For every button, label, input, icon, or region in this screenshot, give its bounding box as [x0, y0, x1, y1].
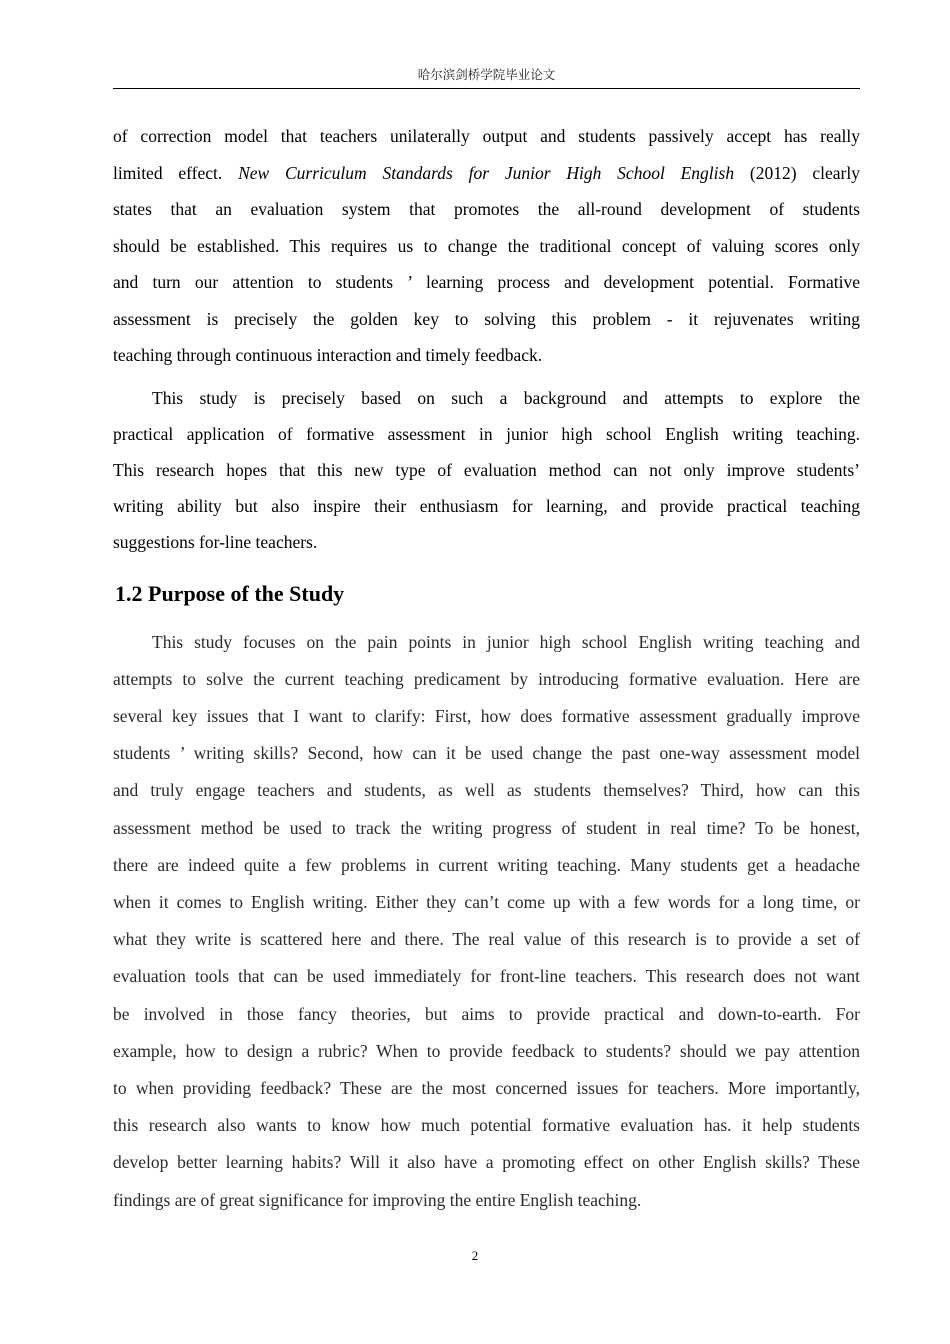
text-line: writing ability but also inspire their enthusiasm for learning, and provide practical teaching — [113, 495, 860, 516]
text-line: several key issues that I want to clarify: First, how does formative assessment gradually improve — [113, 705, 860, 726]
text-line: be involved in those fancy theories, but aims to provide practical and down-to-earth. For — [113, 1003, 860, 1024]
text-line: This research hopes that this new type of evaluation method can not only improve students’ — [113, 459, 860, 480]
text-line: findings are of great significance for improving the entire English teaching. — [113, 1189, 642, 1210]
text-line: what they write is scattered here and there. The real value of this research is to provide a set of — [113, 929, 860, 950]
text-line: assessment method be used to track the writing progress of student in real time? To be honest, — [113, 817, 860, 838]
text-line: when it comes to English writing. Either they can’t come up with a few words for a long time, or — [113, 891, 860, 912]
text-line: students ’ writing skills? Second, how can it be used change the past one-way assessment model — [113, 743, 860, 764]
text-line: states that an evaluation system that promotes the all-round development of students — [113, 199, 860, 219]
text-line: This study focuses on the pain points in junior high school English writing teaching and — [152, 631, 860, 652]
text-line: should be established. This requires us to change the traditional concept of valuing scores only — [113, 235, 860, 256]
text-line: This study is precisely based on such a background and attempts to explore the — [152, 387, 860, 408]
text-line: practical application of formative assessment in junior high school English writing teaching. — [113, 423, 860, 444]
section-heading: 1.2 Purpose of the Study — [115, 580, 345, 606]
text-run: (2012) clearly — [734, 162, 860, 183]
paragraph-purpose — [113, 624, 860, 1219]
paragraph-background — [113, 380, 860, 560]
text-line: and truly engage teachers and students, as well as students themselves? Third, how can this — [113, 780, 860, 801]
text-line: to when providing feedback? These are the most concerned issues for teachers. More importantly, — [113, 1077, 860, 1098]
text-line: this research also wants to know how much potential formative evaluation has. it help students — [113, 1115, 860, 1136]
text-line: suggestions for-line teachers. — [113, 531, 318, 552]
text-line: develop better learning habits? Will it also have a promoting effect on other English skills? These — [113, 1152, 860, 1173]
text-line: there are indeed quite a few problems in current writing teaching. Many students get a headache — [113, 854, 860, 875]
document-body — [113, 118, 860, 1219]
text-line: and turn our attention to students ’ learning process and development potential. Formative — [113, 272, 860, 292]
text-line: example, how to design a rubric? When to provide feedback to students? should we pay attention — [113, 1040, 860, 1061]
text-line: evaluation tools that can be used immediately for front-line teachers. This research does not want — [113, 966, 860, 987]
page-header — [113, 66, 860, 89]
text-line: attempts to solve the current teaching predicament by introducing formative evaluation. Here are — [113, 668, 860, 689]
text-run: limited effect. — [113, 162, 239, 183]
paragraph-intro-continued — [113, 118, 860, 374]
header-title: 哈尔滨剑桥学院毕业论文 — [417, 67, 556, 82]
text-line: teaching through continuous interaction and timely feedback. — [113, 345, 543, 365]
text-line — [113, 155, 860, 192]
text-line: assessment is precisely the golden key to solving this problem - it rejuvenates writing — [113, 308, 860, 329]
text-line: of correction model that teachers unilaterally output and students passively accept has really — [113, 126, 860, 146]
italic-title: New Curriculum Standards for Junior High School English — [238, 162, 735, 183]
page-number: 2 — [471, 1248, 479, 1263]
